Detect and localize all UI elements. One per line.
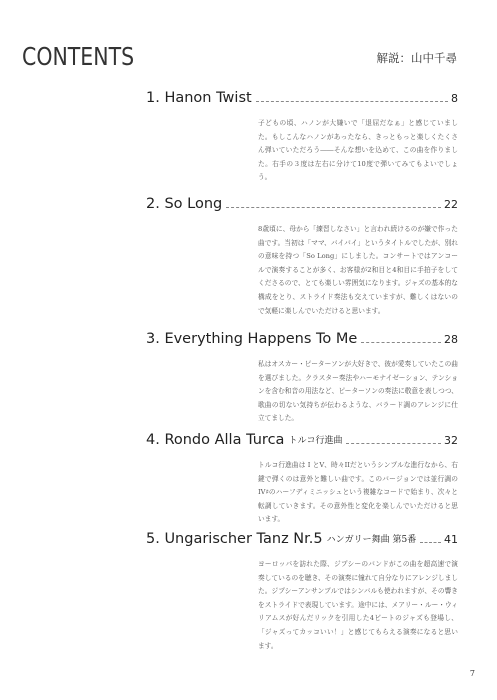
toc-entry-page[interactable]: 28 <box>444 333 458 346</box>
toc-entry-title[interactable]: 5. Ungarischer Tanz Nr.5 <box>146 531 323 547</box>
dotted-leader <box>256 101 448 102</box>
toc-entry-description: 8歳頃に、母から「練習しなさい」と言われ続けるのが嫌で作った曲です。当初は「ママ、バイバイ」というタイトルでしたが、別れの意味を持つ「So Long」にしました。コンサートではアンコールで演奏することが多く、お客様が2和目と4和目に手拍子をしてくださるので、とても楽しい雰囲気になります。ジャズの基本的な構成をとり、ストライド奏法も交えていますが、難しくはないので気軽に楽しんでいただけると思います。 <box>258 225 458 315</box>
page-title: CONTENTS <box>22 42 135 71</box>
toc-entry-title[interactable]: 2. So Long <box>146 196 223 212</box>
toc-entry-subtitle: トルコ行進曲 <box>288 436 343 446</box>
toc-entry-description: トルコ行進曲は I とV、時々IIだというシンプルな進行なから、右鍵で弾くのは意外と難しい曲です。このバージョンでは並行調のIV♯のハーフディミニッシュという複雑なコードで始まり、次々と転調していきます。その意外性と変化を楽しんでいただけると思います。 <box>258 461 458 524</box>
toc-entry-description: ヨーロッパを訪れた際、ジプシーのバンドがこの曲を超高速で演奏しているのを聴き、その演奏に憧れて自分なりにアレンジしました。ジプシーアンサンブルではシンバルも使われますが、その響きをストライドで表現しています。途中には、メアリー・ルー・ウィリアムスが好んだリックを引用した4ビートのジャズも登場し、「ジャズってカッコいい！」と感じてもらえる演奏になると思います。 <box>258 560 458 650</box>
toc-entry-description: 子どもの頃、ハノンが大嫌いで「退屈だなぁ」と感じていました。もしこんなハノンがあったなら、きっともっと楽しくたくさん弾いていただろう――そんな想いを込めて、この曲を作りました。右手の３度は左右に分けて10度で弾いてみてもよいでしょう。 <box>258 119 458 182</box>
toc-entry-subtitle: ハンガリー舞曲 第5番 <box>326 535 417 545</box>
toc-entry-heading[interactable] <box>146 529 458 547</box>
commentary-credit: 解説：山中千尋 <box>376 51 457 65</box>
dotted-leader <box>226 207 441 208</box>
dotted-leader <box>361 342 441 343</box>
dotted-leader <box>420 542 441 543</box>
toc-entry-description: 私はオスカー・ピーターソンが大好きで、彼が愛奏していたこの曲を選びました。クラスター奏法やハーモナイゼーション、テンションを含む和音の用法など、ピーターソンの奏法に敬意を表しつつ、歌曲の切ない気持ちが伝わるような、バラード調のアレンジに仕立てました。 <box>258 360 458 423</box>
toc-entry-3 <box>146 329 458 426</box>
toc-entry-1 <box>146 88 458 185</box>
toc-entry-heading[interactable] <box>146 88 458 106</box>
toc-entry-heading[interactable] <box>146 329 458 347</box>
toc-entry-heading[interactable] <box>146 430 458 448</box>
page-number: 7 <box>469 669 475 678</box>
toc-entry-heading[interactable] <box>146 194 458 212</box>
toc-entry-4 <box>146 430 458 527</box>
dotted-leader <box>346 443 441 444</box>
toc-entry-page[interactable]: 32 <box>444 434 458 447</box>
toc-entry-title[interactable]: 3. Everything Happens To Me <box>146 331 358 347</box>
toc-entry-2 <box>146 194 458 318</box>
toc-entry-page[interactable]: 22 <box>444 198 458 211</box>
toc-entry-page[interactable]: 41 <box>444 533 458 546</box>
toc-entry-page[interactable]: 8 <box>451 92 458 105</box>
toc-entry-title[interactable]: 1. Hanon Twist <box>146 90 252 106</box>
toc-entry-5 <box>146 529 458 653</box>
toc-entry-title[interactable]: 4. Rondo Alla Turca <box>146 432 285 448</box>
